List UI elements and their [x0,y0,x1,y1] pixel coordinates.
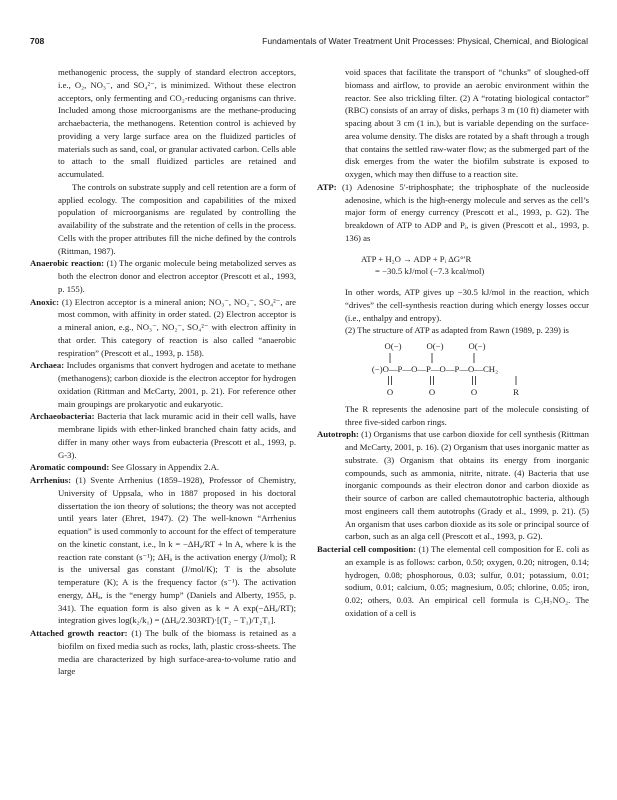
definition-atp: (1) Adenosine 5′-triphosphate; the triphosphate of the nucleoside adenosine, which is the high-energy molecule and serves as the cell’s major form of energy currency (Prescott et al., 1993, p. G2). The breakdown of ATP to ADP and Pᵢ, is given (Prescott et al., 1993, p. 136) as [341,181,589,243]
equation-line-2: = −30.5 kJ/mol (−7.3 kcal/mol) [375,266,485,277]
oxygen-double-2: O [428,387,436,397]
entry-bacterial-cell-composition [317,543,589,620]
paragraph-atp-structure-intro: (2) The structure of ATP as adapted from Rawn (1989, p. 239) is [345,325,569,336]
phosphate-chain: (−)O—P—O—P—O—P—O—CH₂ [371,364,499,374]
entry-arrhenius [30,474,296,627]
oxygen-double-1: O [386,387,394,397]
definition-aromatic-compound: See Glossary in Appendix 2.A. [111,462,220,473]
paragraph-methanogenic: methanogenic process, the supply of standard electron acceptors, i.e., O₂, NO₃⁻, and SO₄²⁻, is minimized. Without these electron acceptors, only fermenting and CO₂-reducing organisms can thrive. Included among those microorganisms are the methane-producing archaebacteria, the methanogens. Retention control is achieved by providing a very large surface area on the fluidized particles of materials such as sand, coal, or granular activated carbon. Cells able to attach to the small fluidized particles are retained and accumulated. [58,67,296,179]
term-atp: ATP: [317,181,337,192]
left-column [30,66,296,678]
term-archaeobacteria: Archaeobacteria: [30,411,95,422]
definition-anaerobic-reaction: (1) The organic molecule being metabolized serves as both the electron donor and electron acceptor (Prescott et al., 1993, p. 155). [58,258,296,294]
entry-anaerobic-reaction [30,257,296,295]
page-header [30,36,588,50]
term-bacterial-cell-composition: Bacterial cell composition: [317,544,417,554]
r-group-label: R [513,387,519,397]
definition-bacterial-cell-composition: (1) The elemental cell composition for E. coli as an example is as follows: carbon, 0.50; oxygen, 0.20; nitrogen, 0.14; hydrogen, 0.08; phosphorous, 0.03; sulfur, 0.01; potassium, 0.01; sodium, 0.01; calcium, 0.05; magnesium, 0.05; chlorine, 0.05; iron, 0.02; others, 0.03. An empirical cell formula is C₅H₇NO₂. The oxidation of a cell is [345,544,589,618]
entry-autotroph [317,428,589,543]
entry-archaea [30,359,296,410]
paragraph-void-spaces: void spaces that facilitate the transport of “chunks” of sloughed-off biomass and airflow, to provide an aerobic environment within the reactor. See also trickling filter. (2) A “rotating biological contactor” (RBC) consists of an array of disks, perhaps 3 m (10 ft) diameter with spacing about 3 cm (1 in.), but is variable depending on the surface-area volume density. The disks are rotated by a shaft through a trough that contains the settled raw-water flow; as the submerged part of the disk emerges from the water the biofilm substrate is exposed to oxygen, which may then diffuse to a reaction site. [345,67,589,179]
page-number: 708 [30,36,45,46]
term-attached-growth-reactor: Attached growth reactor: [30,628,128,638]
oxygen-double-3: O [470,387,478,397]
atp-structure-diagram [317,337,589,399]
entry-attached-growth-reactor [30,627,296,678]
paragraph-atp-explanation: In other words, ATP gives up −30.5 kJ/mol in the reaction, which “drives” the cell-synthesis reaction during which energy losses occur (i.e., enthalpy and entropy). [345,287,589,323]
oxygen-anion-3: O(−) [468,341,486,351]
oxygen-anion-2: O(−) [426,341,444,351]
term-anaerobic-reaction: Anaerobic reaction: [30,258,105,269]
entry-archaeobacteria [30,410,296,461]
right-column [317,66,589,620]
definition-anoxic: (1) Electron acceptor is a mineral anion; NO₃⁻, NO₂⁻, SO₄²⁻, are most common, with affinity in order stated. (2) Electron acceptor is a mineral anion, e.g., NO₃⁻, NO₂⁻, SO₄²⁻ with electron affinity in that order. This category of reaction is also called “anaerobic respiration” (Prescott et al., 1993, p. 158). [58,296,296,358]
definition-attached-growth-reactor: (1) The bulk of the biomass is retained as a biofilm on fixed media such as rocks, lath, plastic cross-sheets. The media are characterized by high surface-area-to-volume ratio and large [58,628,297,677]
paragraph-controls: The controls on substrate supply and cell retention are a form of applied ecology. The composition and capabilities of the mixed population of microorganisms are regulated by controlling the availability of the substrate and the retention of cells in the process. Cells with the proper attributes fill the niche defined by the controls (Rittman, 1987). [58,181,296,256]
equation-line-1: ATP + H₂O → ADP + Pᵢ ΔG°′R [361,253,472,264]
entry-atp [317,181,589,245]
entry-anoxic [30,296,296,360]
term-aromatic-compound: Aromatic compound: [30,462,110,473]
definition-archaea: Includes organisms that convert hydrogen and acetate to methane (methanogens); carbon dioxide is the electron acceptor for hydrogen oxidation (Rittman and McCarty, 2001, p. 21). For reference other main groupings are prokaryotic and eukaryotic. [58,360,296,409]
atp-equation [361,253,589,279]
oxygen-anion-1: O(−) [384,341,402,351]
term-archaea: Archaea: [30,360,65,371]
term-anoxic: Anoxic: [30,296,59,307]
term-arrhenius: Arrhenius: [30,475,72,485]
entry-aromatic-compound [30,461,296,474]
definition-archaeobacteria: Bacteria that lack muramic acid in their cell walls, have membrane lipids with ether-linked branched chain fatty acids, and differ in many other ways from eubacteria (Prescott et al., 1993, p. G-3). [58,411,296,460]
definition-autotroph: (1) Organisms that use carbon dioxide for cell synthesis (Rittman and McCarty, 2001, p. 16). (2) Organism that uses inorganic matter as substrate. (3) Organism that obtains its energy from inorganic compounds, such as ammonia, nitrite, nitrate. (4) Bacteria that use inorganic compounds as their electron donor and carbon dioxide as their source of carbon are called chemautotrophic bacteria, although most engineers call them autotrophs (Grady et al., 1999, p. 21). (5) An organism that uses carbon dioxide as its sole or principal source of carbon, such as an alga cell (Prescott et al., 1993, p. G2). [345,429,590,542]
running-title: Fundamentals of Water Treatment Unit Processes: Physical, Chemical, and Biological [262,36,588,46]
term-autotroph: Autotroph: [317,429,359,440]
paragraph-r-group: The R represents the adenosine part of the molecule consisting of three five-sided carbon rings. [345,403,589,427]
definition-arrhenius: (1) Svente Arrhenius (1859–1928), Professor of Chemistry, University of Uppsala, who in 1887 proposed in his doctoral dissertation the ion theory of solutions; the theory was not accepted until years later (Ehret, 1947). (2) The well-known “Arrhenius equation” is used commonly to account for the effect of temperature on the kinetic constant, i.e., ln k = −ΔHₐ/RT + ln A, where k is the reaction rate constant (s⁻¹); ΔHₐ is the activation energy (J/mol); R is the universal gas constant (J/mol/K); T is the absolute temperature (K); A is the frequency factor (s⁻¹). The activation energy, ΔHₐ, is the “energy hump” (Daniels and Alberty, 1955, p. 341). The equation form is also given as k = A exp(−ΔHₐ/RT); integration gives log(k₂/k₁) = (ΔHₐ/2.303RT)·[(T₂ − T₁)/T₂T₁]. [58,475,296,626]
